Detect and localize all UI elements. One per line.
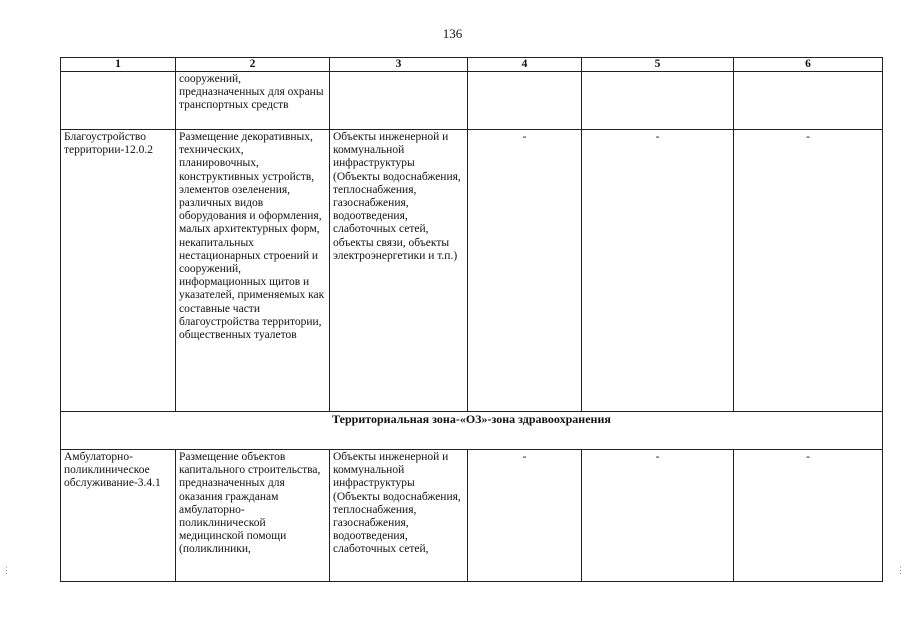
table-cell: - [734,450,883,582]
scan-edge-mark: ⋮ [2,565,11,575]
table-cell [468,72,582,130]
table-header-row [61,58,883,72]
table-row [61,450,883,582]
table-cell [734,72,883,130]
table-cell: Объекты инженерной и коммунальной инфраструктуры (Объекты водоснабжения, теплоснабжения, газоснабжения, водоотведения, слаботочных сетей, объекты связи, объекты электроэнергетики и т.п.) [330,130,468,412]
column-header: 1 [61,58,176,72]
table-cell: - [582,130,734,412]
table-cell: - [582,450,734,582]
regulation-table [60,57,883,582]
table-cell [330,72,468,130]
table-cell: - [468,450,582,582]
table-cell: - [734,130,883,412]
column-header: 4 [468,58,582,72]
column-header: 6 [734,58,883,72]
table-row [61,130,883,412]
zone-title: Территориальная зона-«ОЗ»-зона здравоохранения [61,412,883,450]
column-header: 5 [582,58,734,72]
table-row [61,72,883,130]
table-cell: Размещение объектов капитального строительства, предназначенных для оказания гражданам амбулаторно-поликлинической медицинской помощи (поликлиники, [176,450,330,582]
table-cell: - [468,130,582,412]
table-cell: сооружений, предназначенных для охраны транспортных средств [176,72,330,130]
scan-edge-mark: ⋮ [896,565,905,575]
table-cell: Амбулаторно-поликлиническое обслуживание-3.4.1 [61,450,176,582]
table-cell: Размещение декоративных, технических, планировочных, конструктивных устройств, элементов озеленения, различных видов оборудования и оформления, малых архитектурных форм, некапитальных нестационарных строений и сооружений, информационных щитов и указателей, применяемых как составные части благоустройства территории, общественных туалетов [176,130,330,412]
column-header: 2 [176,58,330,72]
page-number: 136 [442,26,463,41]
column-header: 3 [330,58,468,72]
zone-header-row [61,412,883,450]
table-cell: Благоустройство территории-12.0.2 [61,130,176,412]
table-cell [61,72,176,130]
table-cell: Объекты инженерной и коммунальной инфраструктуры (Объекты водоснабжения, теплоснабжения, газоснабжения, водоотведения, слаботочных сетей, [330,450,468,582]
table-cell [582,72,734,130]
